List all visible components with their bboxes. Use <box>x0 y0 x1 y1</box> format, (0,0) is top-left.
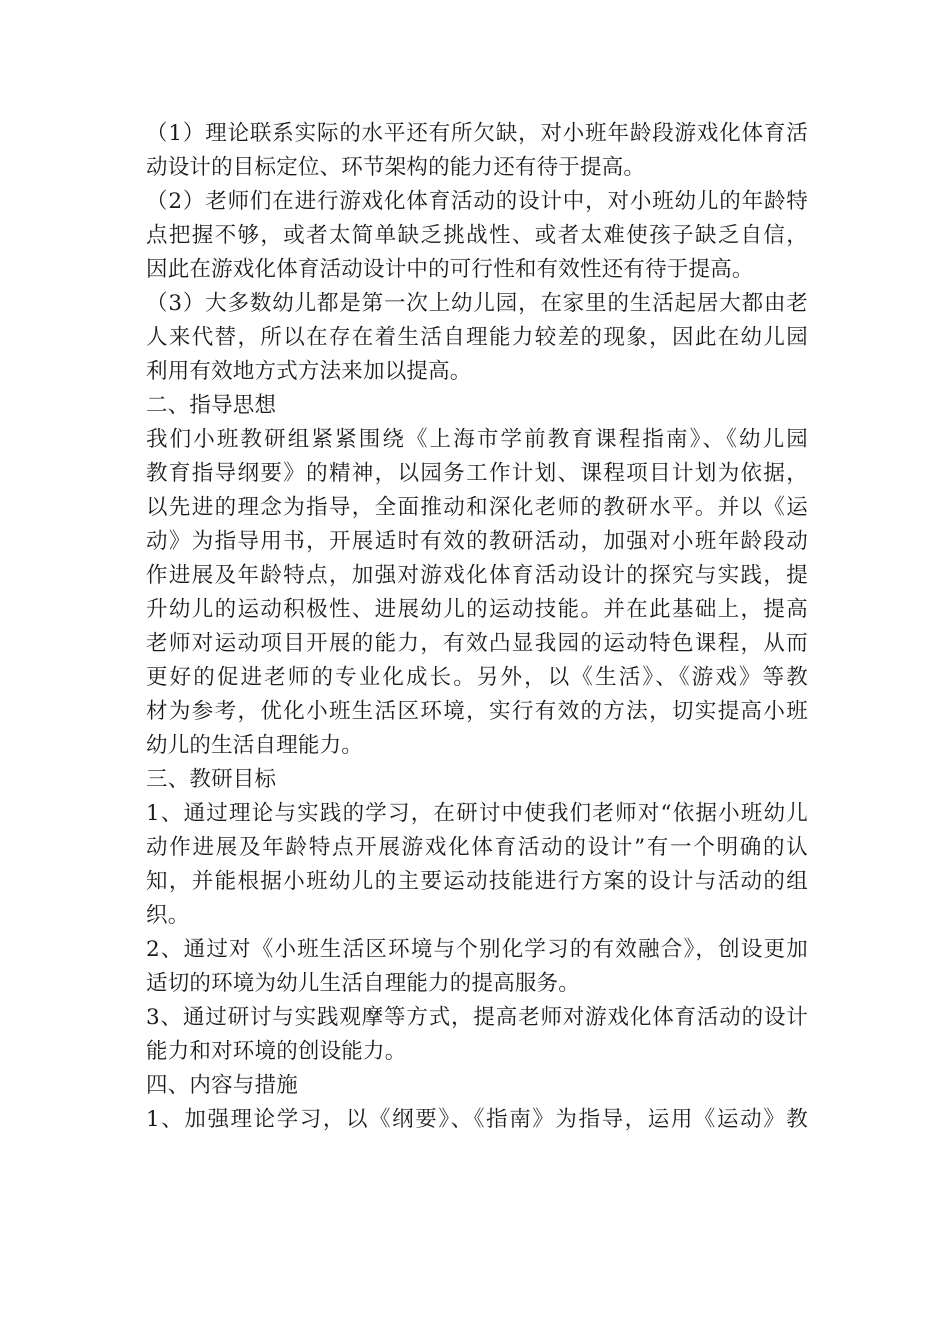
text-line: 1、通过理论与实践的学习，在研讨中使我们老师对“依据小班幼儿 <box>146 801 808 826</box>
text-line: 以先进的理念为指导，全面推动和深化老师的教研水平。并以《运 <box>146 495 808 520</box>
text-line: （2）老师们在进行游戏化体育活动的设计中，对小班幼儿的年龄特 <box>146 189 808 214</box>
text-line: 织。 <box>146 903 190 928</box>
text-line: 升幼儿的运动积极性、进展幼儿的运动技能。并在此基础上，提高 <box>146 597 808 622</box>
text-line: 1、加强理论学习，以《纲要》、《指南》为指导，运用《运动》教 <box>146 1107 808 1132</box>
text-line: 能力和对环境的创设能力。 <box>146 1039 407 1064</box>
text-line: 老师对运动项目开展的能力，有效凸显我园的运动特色课程，从而 <box>146 631 808 656</box>
text-line: 点把握不够，或者太简单缺乏挑战性、或者太难使孩子缺乏自信， <box>146 223 808 248</box>
text-line: （3）大多数幼儿都是第一次上幼儿园，在家里的生活起居大都由老 <box>146 291 808 316</box>
text-line: 因此在游戏化体育活动设计中的可行性和有效性还有待于提高。 <box>146 257 754 282</box>
text-line: 材为参考，优化小班生活区环境，实行有效的方法，切实提高小班 <box>146 699 808 724</box>
text-line: 适切的环境为幼儿生活自理能力的提高服务。 <box>146 971 581 996</box>
text-line: 知，并能根据小班幼儿的主要运动技能进行方案的设计与活动的组 <box>146 869 808 894</box>
text-line: 动》为指导用书，开展适时有效的教研活动，加强对小班年龄段动 <box>146 529 808 554</box>
text-line: 人来代替，所以在存在着生活自理能力较差的现象，因此在幼儿园 <box>146 325 808 350</box>
text-line: 动设计的目标定位、环节架构的能力还有待于提高。 <box>146 155 646 180</box>
section-heading: 四、内容与措施 <box>146 1073 298 1098</box>
text-line: （1）理论联系实际的水平还有所欠缺，对小班年龄段游戏化体育活 <box>146 121 808 146</box>
text-line: 动作进展及年龄特点开展游戏化体育活动的设计”有一个明确的认 <box>146 835 808 860</box>
text-line: 教育指导纲要》的精神，以园务工作计划、课程项目计划为依据， <box>146 461 808 486</box>
section-heading: 二、指导思想 <box>146 393 277 418</box>
section-heading: 三、教研目标 <box>146 767 277 792</box>
text-line: 幼儿的生活自理能力。 <box>146 733 364 758</box>
document-body <box>146 117 808 1137</box>
text-line: 我们小班教研组紧紧围绕《上海市学前教育课程指南》、《幼儿园 <box>146 427 808 452</box>
text-line: 2、通过对《小班生活区环境与个别化学习的有效融合》，创设更加 <box>146 937 808 962</box>
text-line: 作进展及年龄特点，加强对游戏化体育活动设计的探究与实践，提 <box>146 563 808 588</box>
text-line: 利用有效地方式方法来加以提高。 <box>146 359 472 384</box>
text-line: 更好的促进老师的专业化成长。另外，以《生活》、《游戏》等教 <box>146 665 808 690</box>
text-line: 3、通过研讨与实践观摩等方式，提高老师对游戏化体育活动的设计 <box>146 1005 808 1030</box>
